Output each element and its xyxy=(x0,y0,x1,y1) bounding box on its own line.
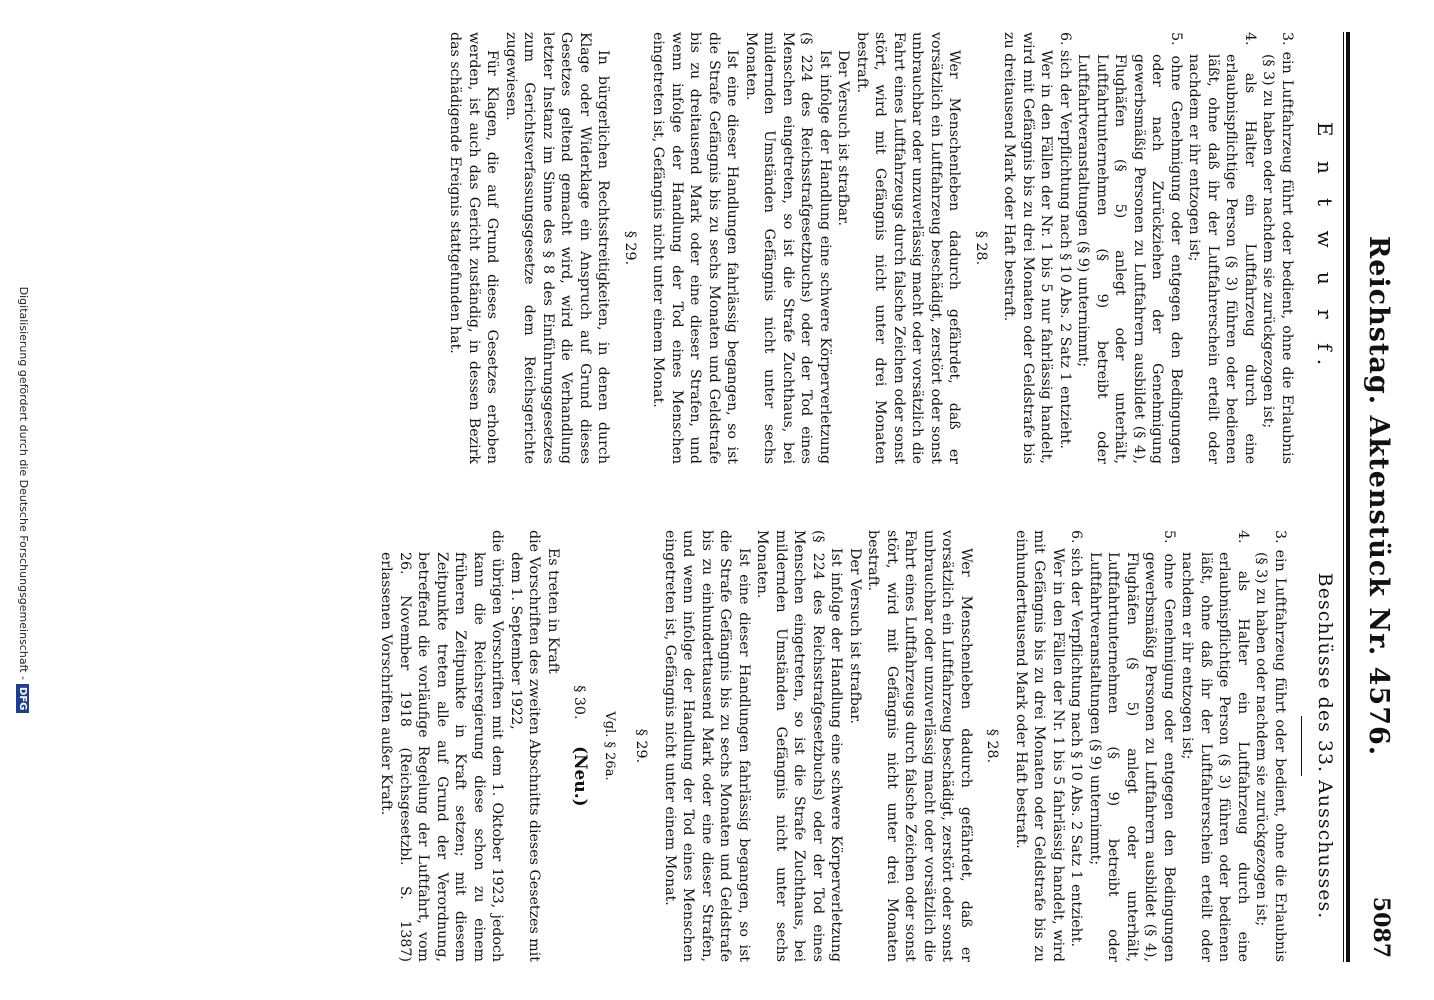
section-heading: § 29. xyxy=(622,230,638,266)
list-item: 4. als Halter ein Luftfahrzeug durch eine erlaubnispflichtige Person (§ 3) führen oder bedienen läßt, ohne daß ihr der Luftfahrerschein erteilt oder nachdem er ihr entzogen ist; xyxy=(1179,530,1251,962)
footer-text: Digitalisierung gefördert durch die Deutsche Forschungsgemeinschaft - xyxy=(17,286,30,681)
column-entwurf xyxy=(446,32,1337,464)
paragraph: Wer Menschenleben dadurch gefährdet, daß er vorsätzlich ein Luftfahrzeug beschädigt, zerstört oder sonst unbrauchbar oder unzuverlässig macht oder vorsätzlich die Fahrt eines Luftfahrzeugs durch falsche Zeichen oder sonst stört, wird mit Gefängnis nicht unter drei Monaten bestraft. xyxy=(854,32,963,464)
section-heading: § 28. xyxy=(984,728,1001,764)
list-item: 5. ohne Genehmigung oder entgegen den Bedingungen gewerbsmäßig Personen zu Luftfahrern ausbildet (§ 4), Flughäfen (§ 5) anlegt oder unterhält, Luftfahrtunternehmen (§ 9) betreibt oder Luftfahrtveranstaltungen (§ 9) unternimmt; xyxy=(1087,530,1177,962)
section-number: § 30. xyxy=(571,685,588,720)
paragraph: Für Klagen, die auf Grund dieses Gesetzes erhoben werden, ist auch das Gericht zuständig, in dessen Bezirk das schädigende Ereignis stattgefunden hat. xyxy=(447,32,501,464)
column-title-entwurf: E n t w u r f. xyxy=(1313,121,1337,375)
paragraph: die übrigen Vorschriften mit dem 1. Oktober 1923, jedoch kann die Reichsregierung diese schon zu einem früheren Zeitpunkte in Kraft setzen; mit diesem Zeitpunkte treten alle auf Grund der Verordnung, betreffend die vorläufige Regelung der Luftfahrt, vom 26. November 1918 (Reichsgesetzbl. S. 1387) erlassenen Vorschriften außer Kraft. xyxy=(378,530,506,962)
cross-reference-note: Vgl. § 26a. xyxy=(602,711,617,781)
paragraph: Der Versuch ist strafbar. xyxy=(847,548,863,724)
column-title-beschluesse: Beschlüsse des 33. Ausschusses. xyxy=(1314,572,1336,920)
title-rule xyxy=(1301,716,1302,776)
paragraph: Ist infolge der Handlung eine schwere Körperverletzung (§ 224 des Reichsstrafgesetzbuchs) oder der Tod eines Menschen eingetreten, so ist die Strafe Zuchthaus, bei mildernden Umständen Gefängnis nicht unter sechs Monaten. xyxy=(754,530,845,962)
paragraph: Wer in den Fällen der Nr. 1 bis 5 nur fahrlässig handelt, wird mit Gefängnis bis zu drei Monaten oder Geldstrafe bis zu dreitausend Mark oder Haft bestraft. xyxy=(1001,32,1055,464)
paragraph: Wer Menschenleben dadurch gefährdet, daß er vorsätzlich ein Luftfahrzeug beschädigt, zerstört oder sonst unbrauchbar oder unzuverlässig macht oder vorsätzlich die Fahrt eines Luftfahrzeugs durch falsche Zeichen oder sonst stört, wird mit Gefängnis nicht unter drei Monaten bestraft. xyxy=(865,530,974,962)
paragraph: die Vorschriften des zweiten Abschnitts dieses Gesetzes mit dem 1. September 1922, xyxy=(508,530,543,962)
section-heading: § 29. xyxy=(633,728,650,764)
list-item: 6. sich der Verpflichtung nach § 10 Abs. 2 Satz 1 entzieht. xyxy=(1068,530,1085,947)
new-section-marker: (Neu.) xyxy=(570,745,591,807)
digitization-footer xyxy=(10,0,30,1000)
list-item: 3. ein Luftfahrzeug führt oder bedient, ohne die Erlaubnis (§ 3) zu haben oder nachdem sie zurückgezogen ist; xyxy=(1253,530,1288,962)
paragraph: Wer in den Fällen der Nr. 1 bis 5 fahrlässig handelt, wird mit Gefängnis bis zu drei Monaten oder Geldstrafe bis zu einhunderttausend Mark oder Haft bestraft. xyxy=(1013,530,1066,962)
paragraph: Es treten in Kraft xyxy=(545,548,561,674)
paragraph: In bürgerlichen Rechtsstreitigkeiten, in denen durch Klage oder Widerklage ein Anspruch auf Grund dieses Gesetzes geltend gemacht wird, wird die Verhandlung letzter Instanz im Sinne des § 8 des Einführungsgesetzes zum Gerichtsverfassungsgesetze dem Reichsgerichte zugewiesen. xyxy=(503,32,612,464)
header-rule-thin xyxy=(1343,32,1344,962)
column-beschluesse xyxy=(377,530,1334,962)
list-item: 4. als Halter ein Luftfahrzeug durch eine erlaubnispflichtige Person (§ 3) führen oder bedienen läßt, ohne daß ihr der Luftfahrerschein erteilt oder nachdem er ihr entzogen ist; xyxy=(1186,32,1258,464)
list-item: 6. sich der Verpflichtung nach § 10 Abs. 2 Satz 1 entzieht. xyxy=(1057,32,1073,449)
paragraph: Der Versuch ist strafbar. xyxy=(835,50,852,226)
section-heading xyxy=(570,530,590,962)
list-item: 3. ein Luftfahrzeug führt oder bedient, ohne die Erlaubnis (§ 3) zu haben oder nachdem sie zurückgezogen ist; xyxy=(1260,32,1295,464)
page-number: 5087 xyxy=(1368,896,1394,958)
dfg-logo: DFG xyxy=(16,684,29,713)
header-rule xyxy=(1346,32,1350,962)
paragraph: Ist eine dieser Handlungen fahrlässig begangen, so ist die Strafe Gefängnis bis zu sechs Monaten und Geldstrafe bis zu einhunderttausend Mark oder eine dieser Strafen, und wenn infolge der Handlung der Tod eines Menschen eingetreten ist, Gefängnis nicht unter einem Monat. xyxy=(662,530,752,962)
paragraph: Ist eine dieser Handlungen fahrlässig begangen, so ist die Strafe Gefängnis bis zu sechs Monaten und Geldstrafe bis zu dreitausend Mark oder eine dieser Strafen, und wenn infolge der Handlung der Tod eines Menschen eingetreten ist, Gefängnis nicht unter einem Monat. xyxy=(650,32,741,464)
section-heading: § 28. xyxy=(973,230,989,266)
page-title: Reichstag. Aktenstück Nr. 4576. xyxy=(1363,235,1394,757)
paragraph: Ist infolge der Handlung eine schwere Körperverletzung (§ 224 des Reichsstrafgesetzbuchs) oder der Tod eines Menschen eingetreten, so ist die Strafe Zuchthaus, bei mildernden Umständen Gefängnis nicht unter sechs Monaten. xyxy=(743,32,833,464)
list-item: 5. ohne Genehmigung oder entgegen den Bedingungen oder nach Zurückziehen der Genehmigung gewerbsmäßig Personen zu Luftfahrern ausbildet (§ 4), Flughäfen (§ 5) anlegt oder unterhält, Luftfahrtunternehmen (§ 9) betreibt oder Luftfahrtveranstaltungen (§ 9) unternimmt; xyxy=(1075,32,1184,464)
page-header xyxy=(1358,30,1398,962)
